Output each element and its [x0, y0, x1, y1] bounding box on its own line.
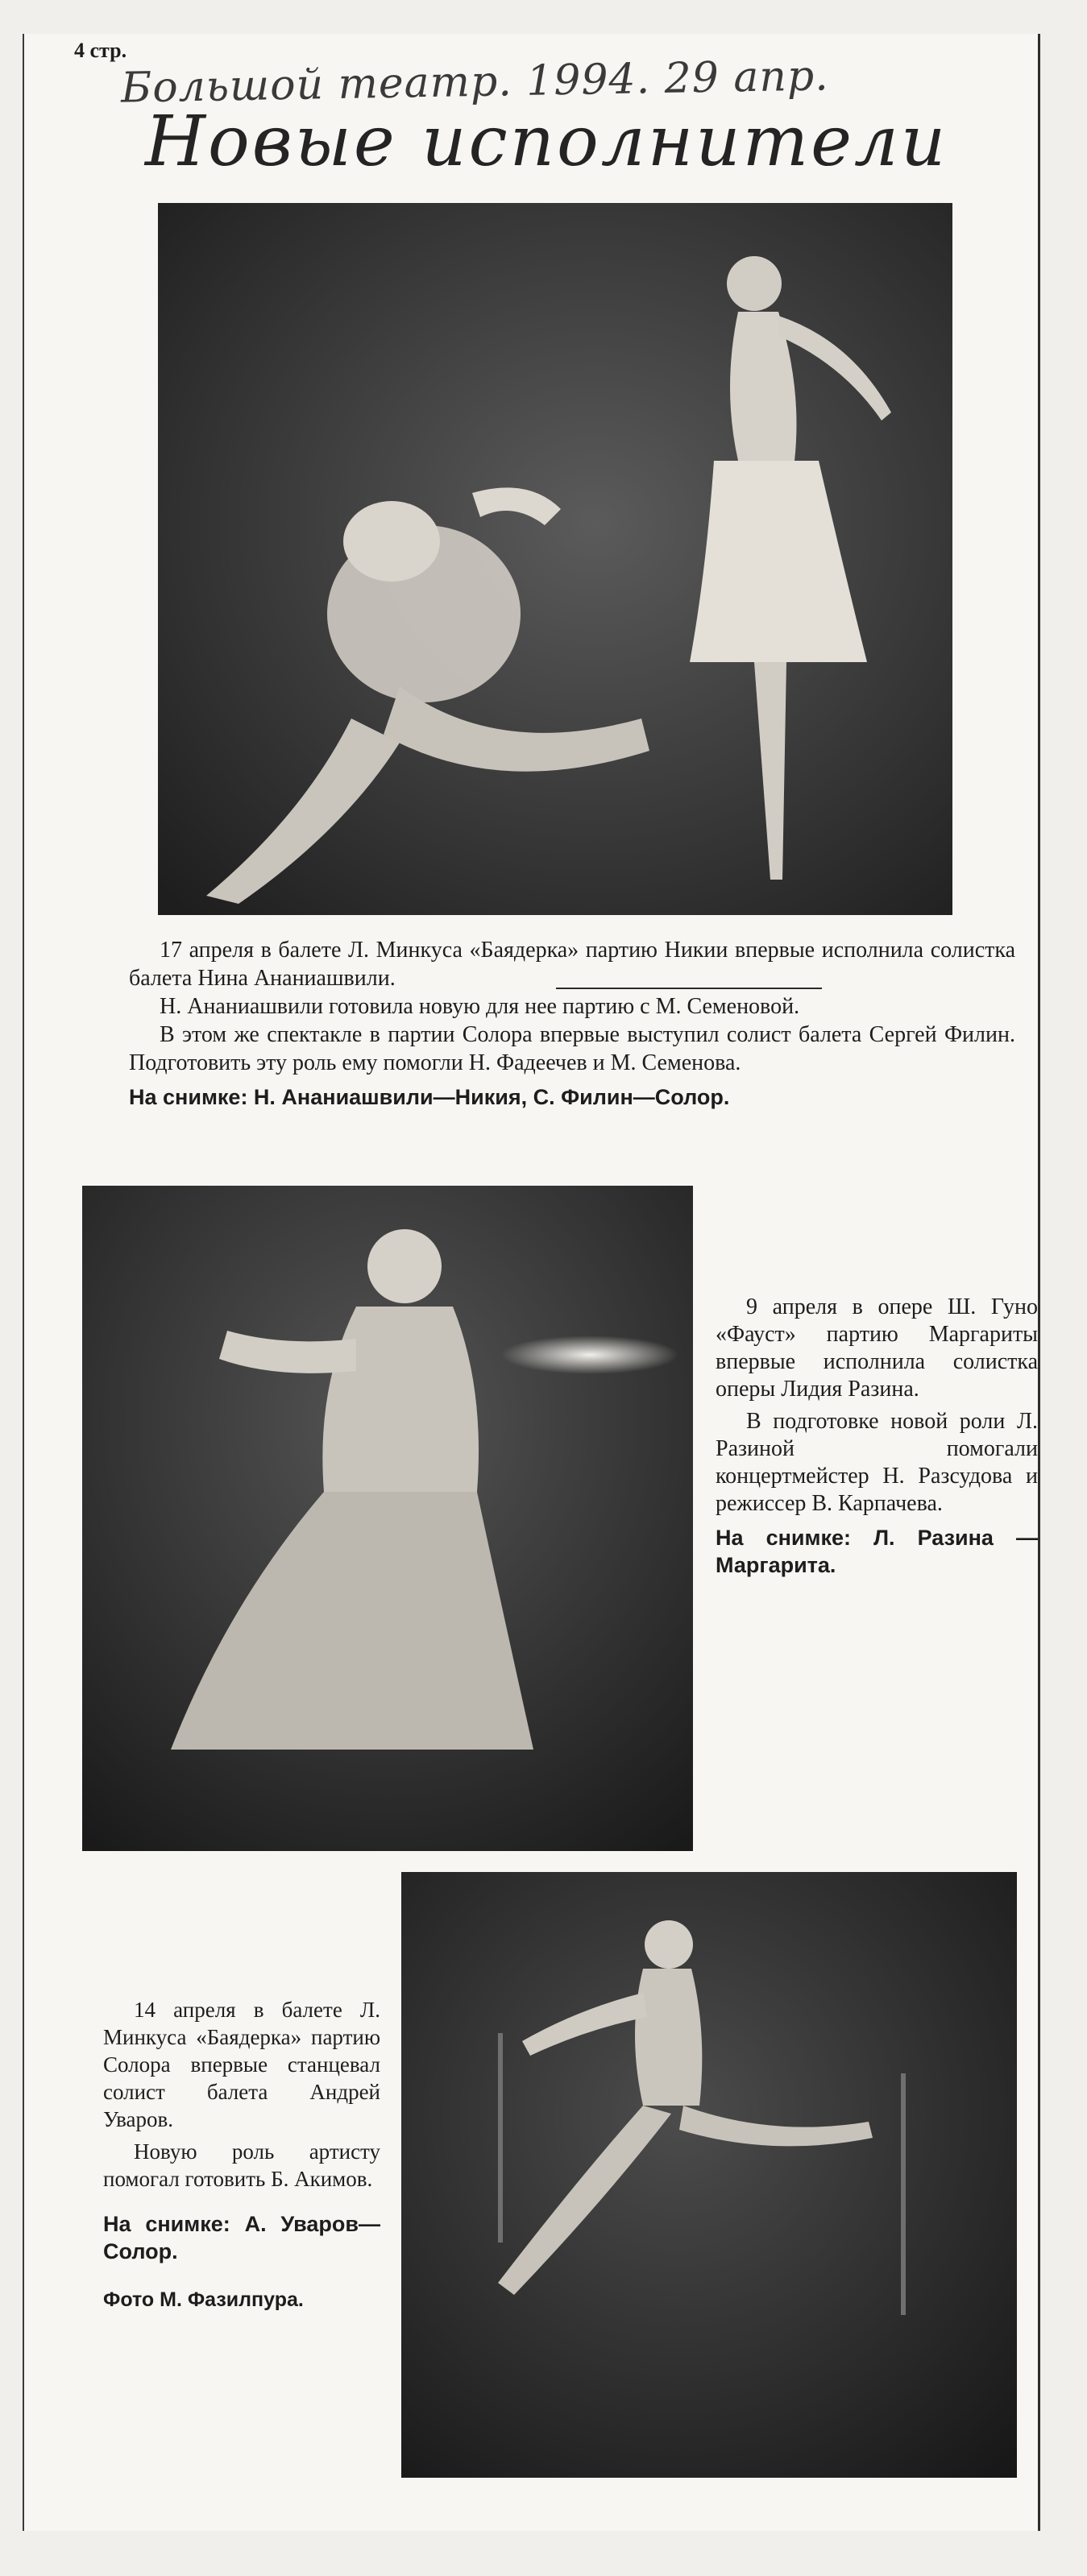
- article1-caption: На снимке: Н. Ананиашвили—Никия, С. Филин—Солор.: [129, 1085, 730, 1109]
- handwritten-note: Большой театр. 1994. 29 апр.: [120, 52, 830, 113]
- article-uvarov: [103, 1996, 380, 2313]
- article3-paragraph-1: 14 апреля в балете Л. Минкуса «Баядерка» партию Солора впервые станцевал солист балета Андрей Уваров.: [103, 1998, 380, 2131]
- article-nikiya-solor: [129, 936, 1015, 1112]
- article1-paragraph-3: В этом же спектакле в партии Солора впервые выступил солист балета Сергей Филин. Подготовить эту роль ему помогли Н. Фадеечев и М. Семенова.: [129, 1022, 1015, 1075]
- article1-paragraph-1: 17 апреля в балете Л. Минкуса «Баядерка» партию Никии впервые исполнила солистка балета Нина Ананиашвили.: [129, 938, 1015, 991]
- headline: Новые исполнители: [145, 101, 948, 182]
- article1-paragraph-2: Н. Ананиашвили готовила новую для нее партию с М. Семеновой.: [160, 994, 800, 1019]
- photo-bayadere-duet: [158, 203, 952, 915]
- article3-paragraph-2: Новую роль артисту помогал готовить Б. Акимов.: [103, 2139, 380, 2191]
- article2-caption: На снимке: Л. Разина — Маргарита.: [716, 1526, 1038, 1577]
- page-number: 4 стр.: [74, 39, 127, 62]
- pencil-underline: [556, 988, 822, 989]
- photo-margarita: [82, 1186, 693, 1851]
- article2-paragraph-2: В подготовке новой роли Л. Разиной помогали концертмейстер Н. Разсудова и режиссер В. Карпачева.: [716, 1409, 1038, 1516]
- article2-paragraph-1: 9 апреля в опере Ш. Гуно «Фауст» партию Маргариты впервые исполнила солистка оперы Лидия Разина.: [716, 1294, 1038, 1402]
- photo-credit: Фото М. Фазилпура.: [103, 2288, 304, 2311]
- article-margarita: [716, 1294, 1038, 1579]
- article3-caption: На снимке: А. Уваров—Солор.: [103, 2212, 380, 2263]
- photo-solor-leap: [401, 1872, 1017, 2478]
